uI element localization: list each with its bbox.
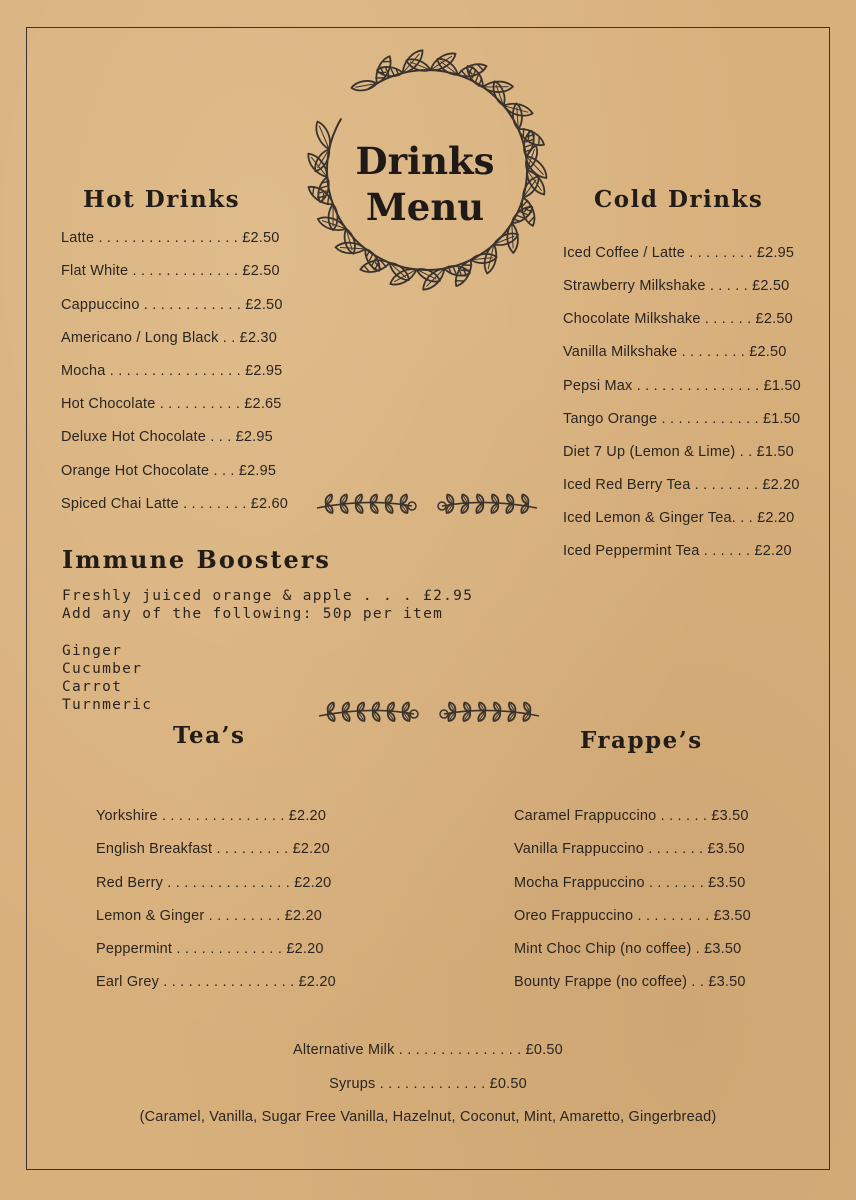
list-item: Lemon & Ginger . . . . . . . . . £2.20 xyxy=(96,908,323,924)
list-item: Deluxe Hot Chocolate . . . £2.95 xyxy=(61,429,273,445)
immune-option: Carrot xyxy=(62,679,123,695)
list-item: Iced Red Berry Tea . . . . . . . . £2.20 xyxy=(563,477,800,493)
list-item: Mocha . . . . . . . . . . . . . . . . £2.95 xyxy=(61,363,283,379)
immune-line: Add any of the following: 50p per item xyxy=(62,606,444,622)
list-item: Diet 7 Up (Lemon & Lime) . . £1.50 xyxy=(563,444,794,460)
list-item: Red Berry . . . . . . . . . . . . . . . £2.20 xyxy=(96,875,332,891)
list-item: Earl Grey . . . . . . . . . . . . . . . . £2.20 xyxy=(96,974,336,990)
list-item: Cappuccino . . . . . . . . . . . . £2.50 xyxy=(61,297,283,313)
leaf-sprig-divider-icon xyxy=(312,490,542,526)
menu-title-line2: Menu xyxy=(365,185,485,229)
syrup-flavours-line: (Caramel, Vanilla, Sugar Free Vanilla, Hazelnut, Coconut, Mint, Amaretto, Gingerbread) xyxy=(139,1109,717,1125)
immune-option: Cucumber xyxy=(62,661,143,677)
alternative-milk-line: Alternative Milk . . . . . . . . . . . . . . . £0.50 xyxy=(293,1042,563,1058)
list-item: Tango Orange . . . . . . . . . . . . £1.50 xyxy=(563,411,801,427)
immune-option: Turnmeric xyxy=(62,697,153,713)
list-item: Bounty Frappe (no coffee) . . £3.50 xyxy=(514,974,746,990)
teas-heading: Tea’s xyxy=(173,722,246,749)
list-item: Mint Choc Chip (no coffee) . £3.50 xyxy=(514,941,742,957)
list-item: Mocha Frappuccino . . . . . . . £3.50 xyxy=(514,875,746,891)
list-item: Caramel Frappuccino . . . . . . £3.50 xyxy=(514,808,749,824)
list-item: Iced Peppermint Tea . . . . . . £2.20 xyxy=(563,543,792,559)
immune-boosters-heading: Immune Boosters xyxy=(62,545,331,574)
list-item: Vanilla Frappuccino . . . . . . . £3.50 xyxy=(514,841,745,857)
immune-line: Freshly juiced orange & apple . . . £2.95 xyxy=(62,588,474,604)
cold-drinks-heading: Cold Drinks xyxy=(594,186,764,213)
list-item: Spiced Chai Latte . . . . . . . . £2.60 xyxy=(61,496,289,512)
list-item: Yorkshire . . . . . . . . . . . . . . . £2.20 xyxy=(96,808,327,824)
hot-drinks-heading: Hot Drinks xyxy=(83,186,241,213)
list-item: Pepsi Max . . . . . . . . . . . . . . . £1.50 xyxy=(563,378,801,394)
list-item: Flat White . . . . . . . . . . . . . £2.50 xyxy=(61,263,280,279)
leaf-sprig-divider-icon xyxy=(314,698,544,734)
list-item: Orange Hot Chocolate . . . £2.95 xyxy=(61,463,277,479)
frappes-heading: Frappe’s xyxy=(580,727,703,754)
immune-option: Ginger xyxy=(62,643,123,659)
list-item: Peppermint . . . . . . . . . . . . . £2.20 xyxy=(96,941,324,957)
list-item: Iced Coffee / Latte . . . . . . . . £2.95 xyxy=(563,245,795,261)
list-item: English Breakfast . . . . . . . . . £2.20 xyxy=(96,841,330,857)
list-item: Strawberry Milkshake . . . . . £2.50 xyxy=(563,278,790,294)
menu-title xyxy=(335,138,515,230)
menu-title-line1: Drinks xyxy=(355,139,495,183)
list-item: Latte . . . . . . . . . . . . . . . . . £2.50 xyxy=(61,230,280,246)
list-item: Americano / Long Black . . £2.30 xyxy=(61,330,277,346)
list-item: Hot Chocolate . . . . . . . . . . £2.65 xyxy=(61,396,282,412)
list-item: Oreo Frappuccino . . . . . . . . . £3.50 xyxy=(514,908,751,924)
syrups-line: Syrups . . . . . . . . . . . . . £0.50 xyxy=(329,1076,527,1092)
list-item: Vanilla Milkshake . . . . . . . . £2.50 xyxy=(563,344,787,360)
list-item: Chocolate Milkshake . . . . . . £2.50 xyxy=(563,311,793,327)
list-item: Iced Lemon & Ginger Tea. . . £2.20 xyxy=(563,510,795,526)
